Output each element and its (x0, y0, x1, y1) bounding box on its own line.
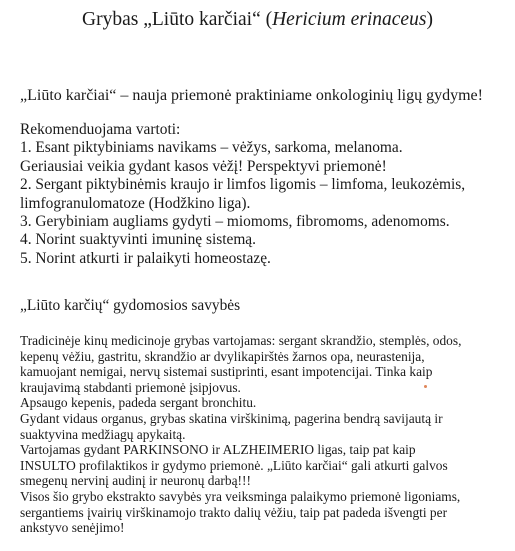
document-subtitle: „Liūto karčiai“ – nauja priemonė praktiniame onkologinių ligų gydyme! (20, 87, 483, 104)
properties-line: Apsaugo kepenis, padeda sergant bronchitu. (20, 395, 257, 411)
title-main: Grybas „Liūto karčiai“ ( (82, 9, 273, 30)
properties-line: sergantiems įvairių virškinamojo trakto dalių vėžiu, taip pat padeda išvengti per (20, 504, 448, 520)
properties-line: smegenų nervinį audinį ir neuronų darbą!!! (20, 473, 251, 489)
properties-line: Gydant vidaus organus, grybas skatina virškinimą, pagerina bendrą savijautą ir (20, 410, 443, 426)
properties-line: Vartojamas gydant PARKINSONO ir ALZHEIMERIO ligas, taip pat kaip (20, 442, 416, 458)
title-latin-name: Hericium erinaceus (272, 9, 427, 30)
properties-line: Visos šio grybo ekstrakto savybės yra veiksminga palaikymo priemonė ligoniams, (20, 488, 461, 504)
recommendation-line: 2. Sergant piktybinėmis kraujo ir limfos ligomis – limfoma, leukozėmis, (20, 176, 466, 194)
properties-line: ankstyvo senėjimo! (20, 520, 125, 536)
recommendation-line: 4. Norint suaktyvinti imuninę sistemą. (20, 231, 256, 249)
properties-line: kepenų vėžiu, gastritu, skrandžio ar dvylikapirštės žarnos opa, neurastenija, (20, 348, 425, 364)
recommendation-line: 5. Norint atkurti ir palaikyti homeostazę. (20, 249, 271, 267)
title-close: ) (426, 9, 433, 30)
recommendations-heading: Rekomenduojama vartoti: (20, 121, 181, 138)
properties-line: kraujavimą stabdanti priemonė įsipjovus. (20, 379, 241, 395)
properties-line: kamuojant nemigai, nervų sistemai sustiprinti, esant impotencijai. Tinka kaip (20, 364, 433, 380)
properties-line: Tradicinėje kinų medicinoje grybas vartojamas: sergant skrandžio, stemplės, odos, (20, 333, 462, 348)
recommendation-line: 1. Esant piktybiniams navikams – vėžys, sarkoma, melanoma. (20, 139, 403, 157)
properties-line: suaktyvina medžiagų apykaitą. (20, 426, 186, 442)
recommendations-section (20, 121, 465, 268)
document-title (0, 8, 515, 32)
properties-heading: „Liūto karčių“ gydomosios savybės (20, 297, 241, 314)
recommendation-line: limfogranulomatoze (Hodžkino liga). (20, 194, 251, 212)
recommendation-line: Geriausiai veikia gydant kasos vėžį! Perspektyvi priemonė! (20, 157, 387, 175)
recommendation-line: 3. Gerybiniam augliams gydyti – miomoms, fibromoms, adenomoms. (20, 213, 450, 231)
properties-body (20, 333, 510, 536)
scan-speck-decoration (424, 385, 427, 388)
properties-line: INSULTO profilaktikos ir gydymo priemonė. „Liūto karčiai“ gali atkurti galvos (20, 457, 448, 473)
